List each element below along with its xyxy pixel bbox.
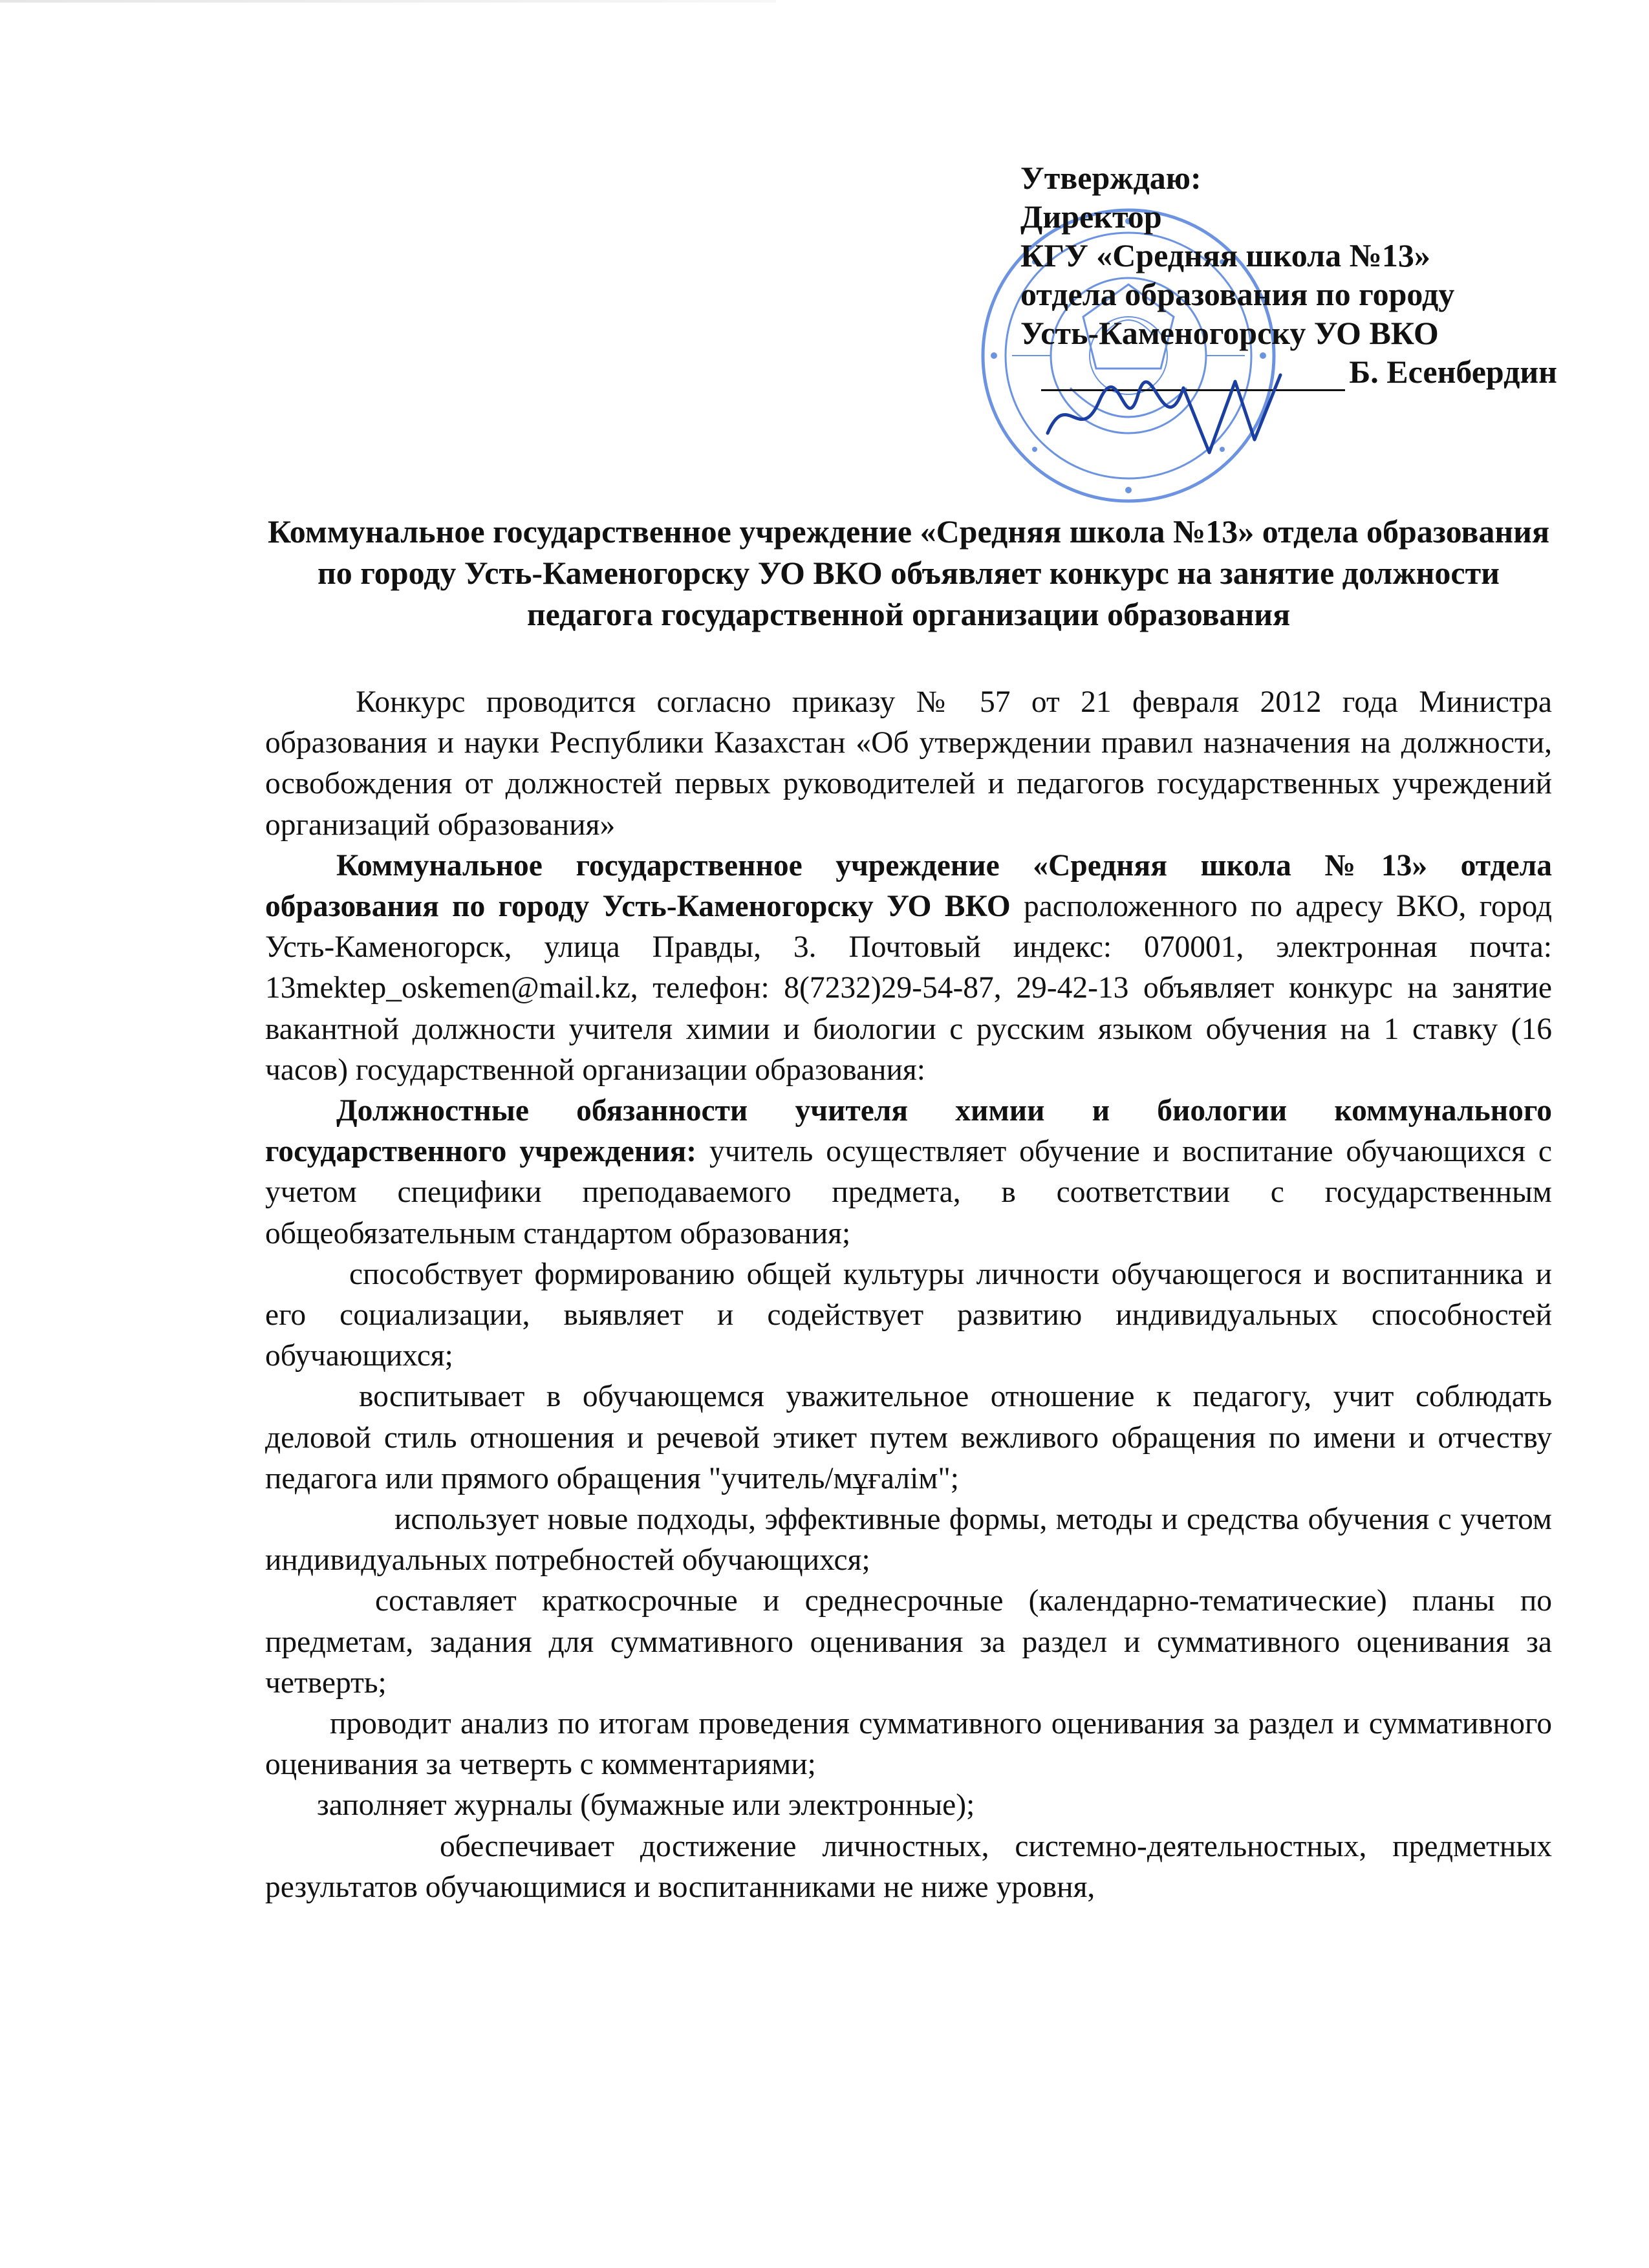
duties-first: учитель осуществляет обучение и воспитание обучающихся с учетом специфики преподаваемого предмета, в соответствии с государственным общеобязательным стандартом образования; — [265, 1135, 1552, 1250]
paragraph-announcement — [265, 846, 1552, 1091]
approval-organization: КГУ «Средняя школа №13» — [1020, 237, 1430, 273]
announcement-details: расположенного по адресу ВКО, город Усть-Каменогорск, улица Правды, 3. Почтовый индекс: 070001, электронная почта: 13mektep_oskemen@mail.kz, телефон: 8(7232)29-54-87, 29-42-13 объявляет конкурс на занятие вакантной должности учителя химии и биологии с русским языком обучения на 1 ставку (16 часов) государственной организации образования: — [265, 890, 1552, 1087]
document-heading: Коммунальное государственное учреждение «Средняя школа №13» отдела образования по городу Усть-Каменогорску УО ВКО объявляет конкурс на занятие должности педагога государственной организации образования — [267, 513, 1550, 632]
approval-position: Директор — [1020, 198, 1162, 235]
approval-title: Утверждаю: — [1020, 160, 1202, 196]
paragraph-duties-intro — [265, 1091, 1552, 1254]
scan-edge-mark — [0, 0, 776, 3]
approval-block — [1020, 158, 1557, 391]
organization-name: Коммунальное государственное учреждение «Средняя школа №13» отдела образования по городу Усть-Каменогорску УО ВКО — [265, 848, 1552, 924]
duty-item: составляет краткосрочные и среднесрочные (календарно-тематические) планы по предметам, задания для суммативного оценивания за раздел и суммативного оценивания за четверть; — [265, 1584, 1552, 1700]
duty-item: проводит анализ по итогам проведения суммативного оценивания за раздел и суммативного оценивания за четверть с комментариями; — [265, 1707, 1552, 1782]
paragraph-basis: Конкурс проводится согласно приказу № 57 от 21 февраля 2012 года Министра образования и науки Республики Казахстан «Об утверждении правил назначения на должности, освобождения от должностей первых руководителей и педагогов государственных учреждений организаций образования» — [265, 685, 1552, 842]
duty-item: использует новые подходы, эффективные формы, методы и средства обучения с учетом индивидуальных потребностей обучающихся; — [265, 1503, 1552, 1578]
duty-item: заполняет журналы (бумажные или электронные); — [317, 1788, 975, 1823]
duty-item: воспитывает в обучающемся уважительное отношение к педагогу, учит соблюдать деловой стиль отношения и речевой этикет путем вежливого обращения по имени и отчеству педагога или прямого обращения "учитель/мұғалім"; — [265, 1380, 1552, 1495]
approval-department: отдела образования по городу — [1020, 276, 1455, 312]
approval-signer: Б. Есенбердин — [1349, 354, 1557, 390]
duty-item: способствует формированию общей культуры личности обучающегося и воспитанника и его социализации, выявляет и содействует развитию индивидуальных способностей обучающихся; — [265, 1257, 1552, 1373]
director-signature — [1041, 362, 1287, 459]
approval-city: Усть-Каменогорску УО ВКО — [1020, 315, 1439, 351]
duty-item: обеспечивает достижение личностных, системно-деятельностных, предметных результатов обучающимися и воспитанниками не ниже уровня, — [265, 1829, 1552, 1904]
duties-heading: Должностные обязанности учителя химии и биологии коммунального государственного учреждения: — [265, 1094, 1552, 1169]
document-body — [265, 682, 1552, 1908]
